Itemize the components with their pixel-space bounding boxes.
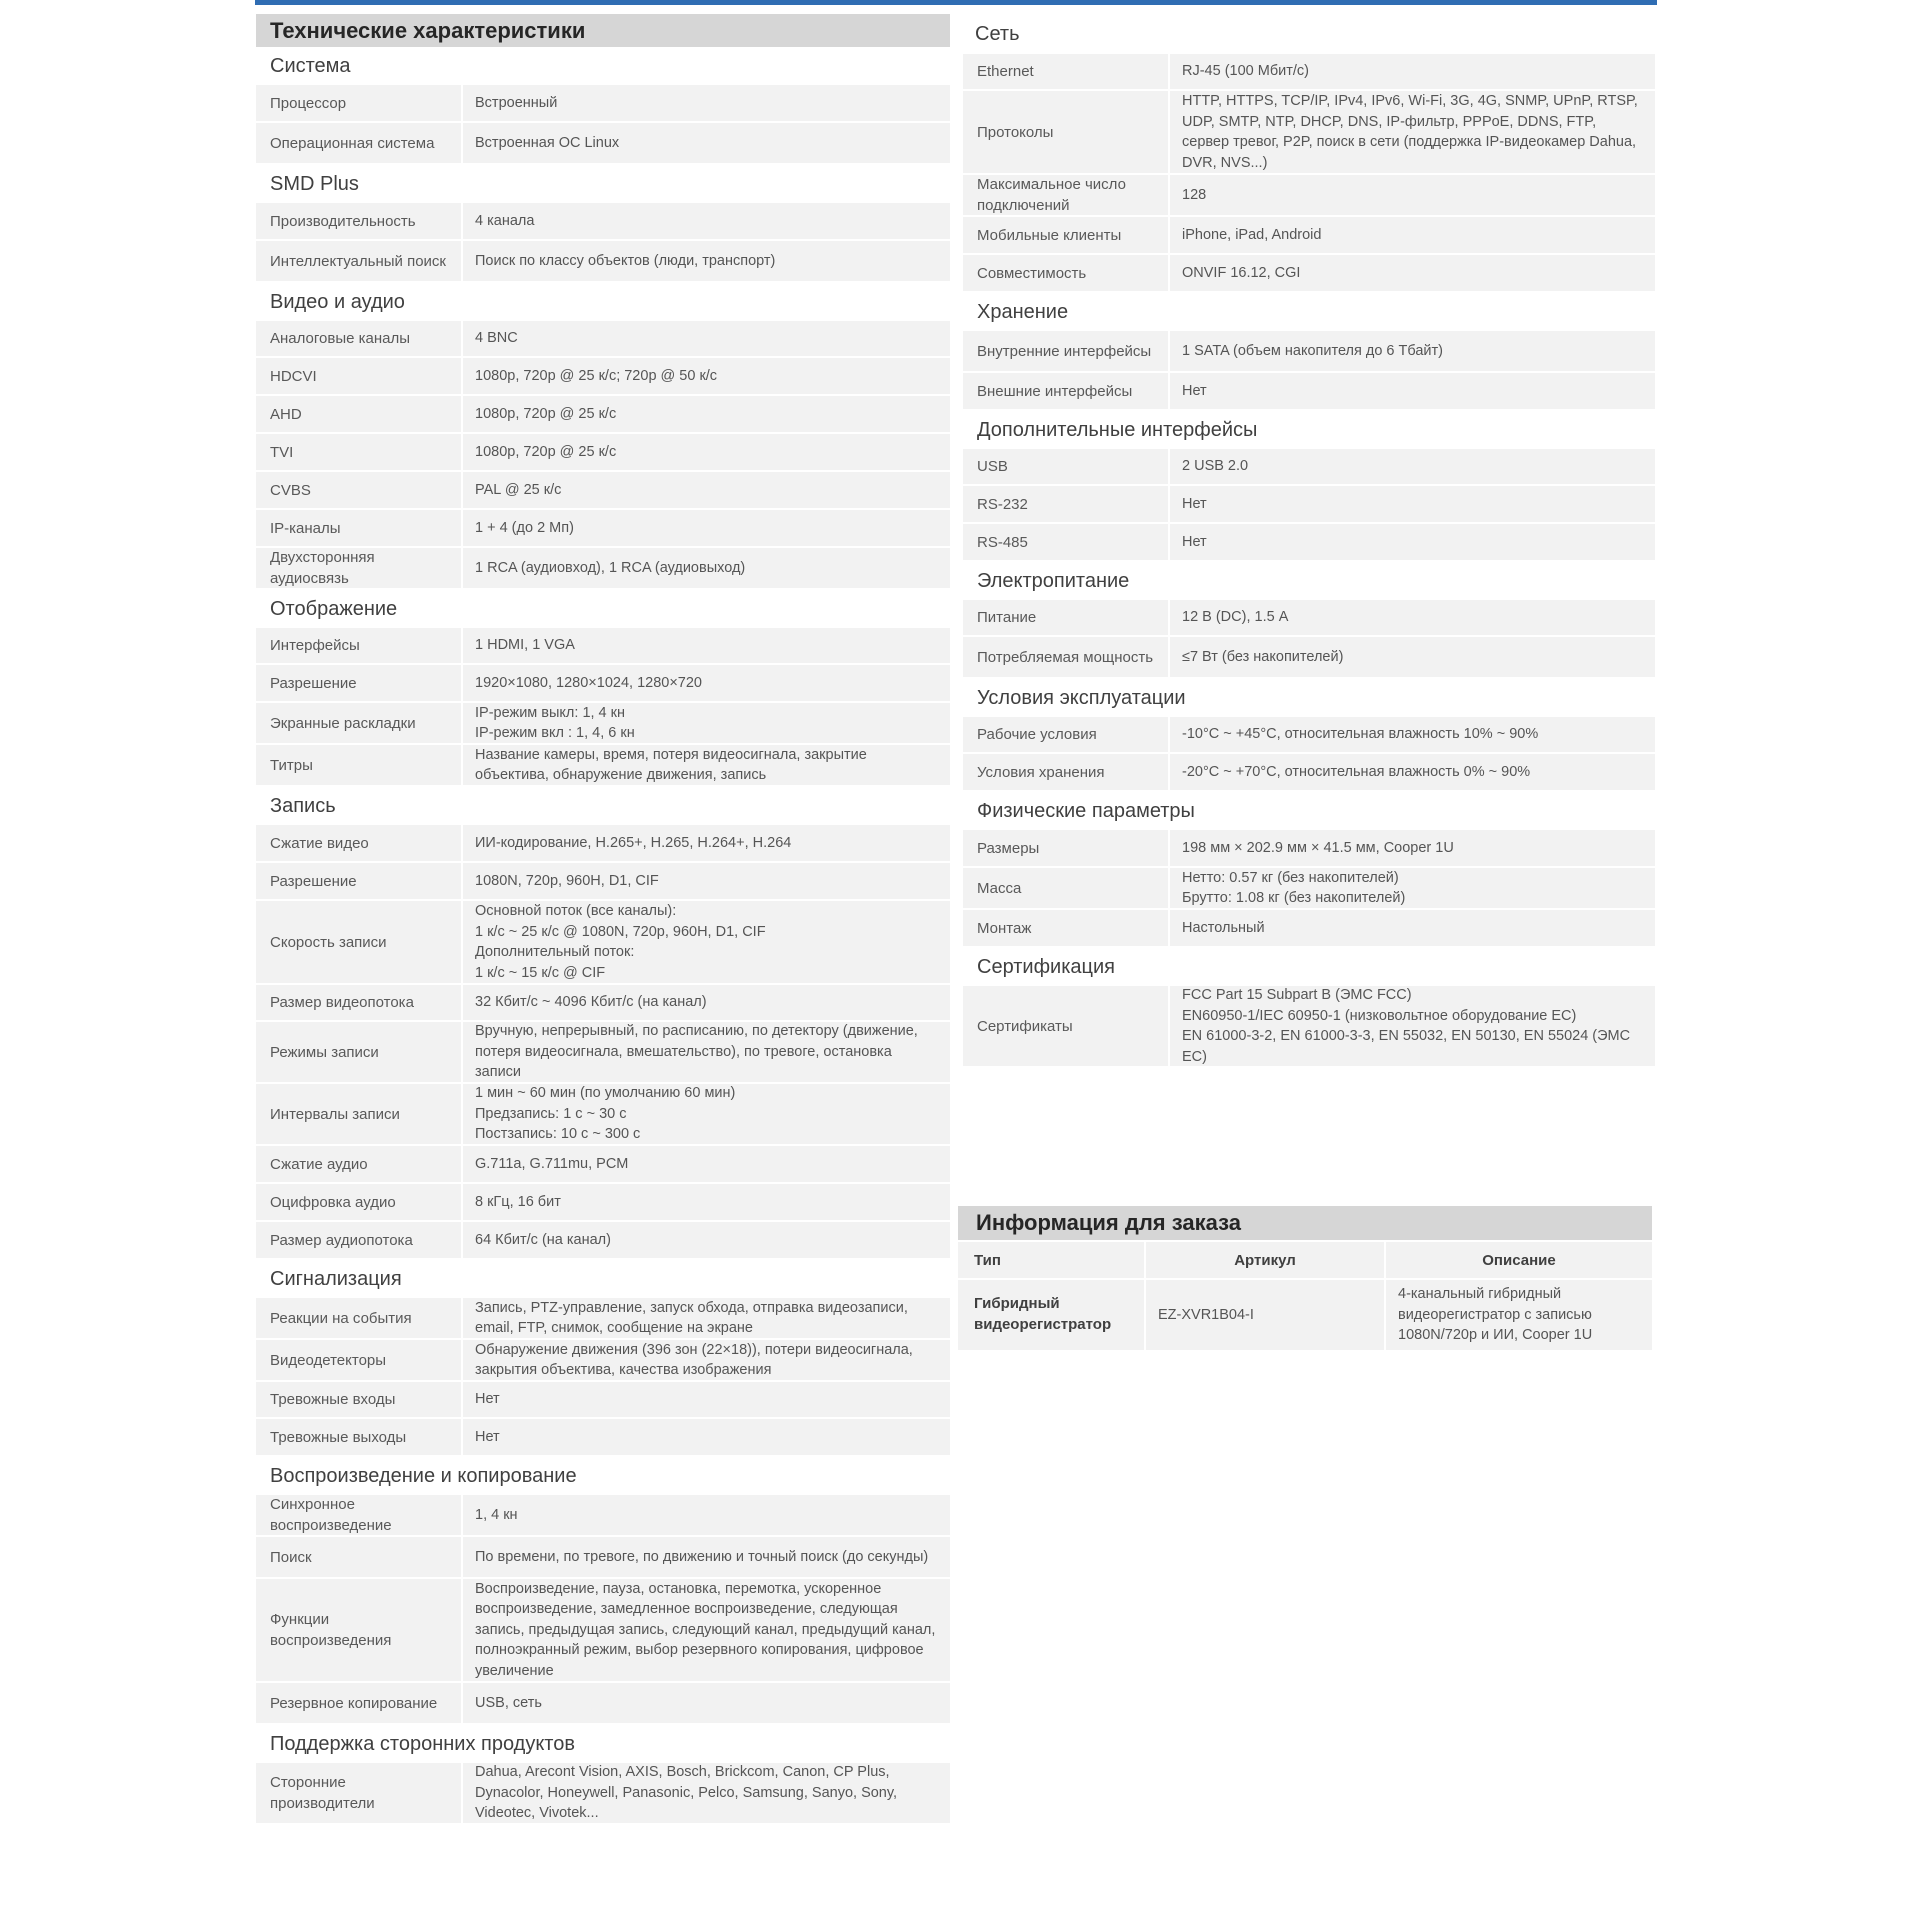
spec-label: Ethernet xyxy=(963,54,1168,89)
section-title: Электропитание xyxy=(977,570,1130,592)
spec-value: 32 Кбит/с ~ 4096 Кбит/с (на канал) xyxy=(463,985,950,1020)
spec-row xyxy=(256,863,950,899)
spec-value: 4 BNC xyxy=(463,321,950,356)
spec-row xyxy=(963,91,1655,173)
spec-label: Видеодетекторы xyxy=(256,1340,461,1380)
spec-row xyxy=(256,123,950,163)
section-title: Сертификация xyxy=(977,956,1115,978)
spec-label: Питание xyxy=(963,600,1168,635)
spec-label: Масса xyxy=(963,868,1168,908)
spec-row xyxy=(256,745,950,785)
spec-label: Протоколы xyxy=(963,91,1168,173)
spec-value: IP-режим выкл: 1, 4 кн IP-режим вкл : 1, 4, 6 кн xyxy=(463,703,950,743)
spec-label: Титры xyxy=(256,745,461,785)
spec-row xyxy=(963,986,1655,1066)
spec-row xyxy=(256,1146,950,1182)
spec-row xyxy=(256,548,950,588)
spec-label: Тревожные входы xyxy=(256,1382,461,1417)
spec-label: Резервное копирование xyxy=(256,1683,461,1723)
spec-row xyxy=(256,665,950,701)
spec-row xyxy=(963,754,1655,790)
spec-row xyxy=(256,241,950,281)
order-desc: 4-канальный гибридный видеорегистратор с записью 1080N/720p и ИИ, Cooper 1U xyxy=(1386,1280,1652,1350)
spec-label: Интервалы записи xyxy=(256,1084,461,1144)
order-type: Гибридный видеорегистратор xyxy=(958,1280,1144,1350)
section-title: Сигнализация xyxy=(270,1268,402,1290)
specs-left-column xyxy=(256,14,950,1825)
spec-value: По времени, по тревоге, по движению и точный поиск (до секунды) xyxy=(463,1537,950,1577)
spec-value: 1 HDMI, 1 VGA xyxy=(463,628,950,663)
spec-row xyxy=(256,825,950,861)
spec-label: IP-каналы xyxy=(256,510,461,546)
spec-label: Сторонние производители xyxy=(256,1763,461,1823)
order-header-type: Тип xyxy=(958,1242,1144,1278)
left-sections xyxy=(256,47,950,1823)
spec-row xyxy=(963,255,1655,291)
spec-row xyxy=(256,434,950,470)
spec-value: Нет xyxy=(1170,486,1655,522)
spec-value: G.711a, G.711mu, PCM xyxy=(463,1146,950,1182)
spec-value: Вручную, непрерывный, по расписанию, по детектору (движение, потеря видеосигнала, вмешательство), по тревоге, остановка записи xyxy=(463,1022,950,1082)
section-title: Дополнительные интерфейсы xyxy=(977,419,1258,441)
spec-label: Потребляемая мощность xyxy=(963,637,1168,677)
order-title: Информация для заказа xyxy=(958,1206,1652,1240)
spec-value: Название камеры, время, потеря видеосигнала, закрытие объектива, обнаружение движения, запись xyxy=(463,745,950,785)
order-info xyxy=(958,1206,1652,1350)
spec-value: 1, 4 кн xyxy=(463,1495,950,1535)
spec-row xyxy=(256,358,950,394)
right-sections xyxy=(963,14,1655,1066)
spec-row xyxy=(963,910,1655,946)
spec-label: Интерфейсы xyxy=(256,628,461,663)
spec-value: Поиск по классу объектов (люди, транспорт) xyxy=(463,241,950,281)
spec-label: Синхронное воспроизведение xyxy=(256,1495,461,1535)
spec-row xyxy=(256,1184,950,1220)
spec-label: RS-232 xyxy=(963,486,1168,522)
spec-row xyxy=(256,1022,950,1082)
spec-label: Аналоговые каналы xyxy=(256,321,461,356)
spec-value: Встроенная ОС Linux xyxy=(463,123,950,163)
spec-label: Оцифровка аудио xyxy=(256,1184,461,1220)
spec-label: USB xyxy=(963,449,1168,484)
spec-value: ИИ-кодирование, H.265+, H.265, H.264+, H.264 xyxy=(463,825,950,861)
spec-label: Операционная система xyxy=(256,123,461,163)
spec-value: 128 xyxy=(1170,175,1655,215)
spec-row xyxy=(256,628,950,663)
spec-row xyxy=(256,472,950,508)
spec-label: Условия хранения xyxy=(963,754,1168,790)
spec-row xyxy=(963,449,1655,484)
spec-label: Разрешение xyxy=(256,665,461,701)
spec-row xyxy=(256,510,950,546)
spec-value: -20°C ~ +70°C, относительная влажность 0% ~ 90% xyxy=(1170,754,1655,790)
spec-label: Внутренние интерфейсы xyxy=(963,331,1168,371)
spec-label: AHD xyxy=(256,396,461,432)
spec-value: 2 USB 2.0 xyxy=(1170,449,1655,484)
spec-value: USB, сеть xyxy=(463,1683,950,1723)
spec-row xyxy=(256,1763,950,1823)
spec-value: Основной поток (все каналы): 1 к/с ~ 25 к/с @ 1080N, 720p, 960H, D1, CIF Дополнительный поток: 1 к/с ~ 15 к/с @ CIF xyxy=(463,901,950,983)
spec-value: iPhone, iPad, Android xyxy=(1170,217,1655,253)
spec-value: HTTP, HTTPS, TCP/IP, IPv4, IPv6, Wi-Fi, 3G, 4G, SNMP, UPnP, RTSP, UDP, SMTP, NTP, DHCP, DNS, IP-фильтр, PPPoE, DDNS, FTP, сервер тревог, P2P, поиск в сети (поддержка IP-видеокамер Dahua, DVR, NVS...) xyxy=(1170,91,1655,173)
spec-label: Скорость записи xyxy=(256,901,461,983)
spec-row xyxy=(963,217,1655,253)
spec-row xyxy=(256,1340,950,1380)
section-title: Запись xyxy=(270,795,336,817)
section-title: Сеть xyxy=(975,23,1020,45)
spec-label: Сжатие видео xyxy=(256,825,461,861)
spec-value: 4 канала xyxy=(463,203,950,239)
spec-label: Двухсторонняя аудиосвязь xyxy=(256,548,461,588)
spec-row xyxy=(963,373,1655,409)
spec-value: 1920×1080, 1280×1024, 1280×720 xyxy=(463,665,950,701)
spec-value: 1 RCA (аудиовход), 1 RCA (аудиовыход) xyxy=(463,548,950,588)
spec-row xyxy=(256,203,950,239)
section-title: Видео и аудио xyxy=(270,291,405,313)
order-header-sku: Артикул xyxy=(1146,1242,1384,1278)
spec-label: Процессор xyxy=(256,85,461,121)
spec-row xyxy=(256,985,950,1020)
spec-row xyxy=(256,1683,950,1723)
spec-label: Внешние интерфейсы xyxy=(963,373,1168,409)
section-title: Условия эксплуатации xyxy=(977,687,1186,709)
spec-row xyxy=(963,175,1655,215)
spec-value: 198 мм × 202.9 мм × 41.5 мм, Cooper 1U xyxy=(1170,830,1655,866)
spec-label: Тревожные выходы xyxy=(256,1419,461,1455)
spec-value: 1 SATA (объем накопителя до 6 Тбайт) xyxy=(1170,331,1655,371)
spec-label: Размер аудиопотока xyxy=(256,1222,461,1258)
specs-title: Технические характеристики xyxy=(256,14,950,47)
spec-label: HDCVI xyxy=(256,358,461,394)
spec-row xyxy=(963,524,1655,560)
spec-label: Производительность xyxy=(256,203,461,239)
spec-row xyxy=(963,54,1655,89)
spec-value: 8 кГц, 16 бит xyxy=(463,1184,950,1220)
order-sku: EZ-XVR1B04-I xyxy=(1146,1280,1384,1350)
spec-value: Нет xyxy=(1170,524,1655,560)
spec-label: CVBS xyxy=(256,472,461,508)
section-title: Поддержка сторонних продуктов xyxy=(270,1733,575,1755)
spec-value: 64 Кбит/с (на канал) xyxy=(463,1222,950,1258)
section-title: Система xyxy=(270,55,351,77)
section-title: Физические параметры xyxy=(977,800,1195,822)
spec-row xyxy=(256,1222,950,1258)
spec-row xyxy=(256,396,950,432)
spec-row xyxy=(256,1084,950,1144)
specs-right-column xyxy=(963,14,1655,1068)
spec-row xyxy=(963,331,1655,371)
spec-row xyxy=(963,830,1655,866)
spec-value: FCC Part 15 Subpart B (ЭМС FCC) EN60950-1/IEC 60950-1 (низковольтное оборудование ЕС) EN 61000-3-2, EN 61000-3-3, EN 55032, EN 50130, EN 55024 (ЭМС ЕС) xyxy=(1170,986,1655,1066)
spec-label: Сертификаты xyxy=(963,986,1168,1066)
section-title: Отображение xyxy=(270,598,398,620)
order-header-desc: Описание xyxy=(1386,1242,1652,1278)
spec-label: Монтаж xyxy=(963,910,1168,946)
spec-row xyxy=(256,901,950,983)
spec-label: RS-485 xyxy=(963,524,1168,560)
spec-label: Сжатие аудио xyxy=(256,1146,461,1182)
top-accent-bar xyxy=(255,0,1657,5)
spec-row xyxy=(256,1579,950,1681)
spec-value: 1080p, 720p @ 25 к/с; 720p @ 50 к/с xyxy=(463,358,950,394)
section-title: Хранение xyxy=(977,301,1069,323)
spec-row xyxy=(256,1382,950,1417)
spec-label: Мобильные клиенты xyxy=(963,217,1168,253)
spec-value: 12 В (DC), 1.5 A xyxy=(1170,600,1655,635)
spec-label: Размер видеопотока xyxy=(256,985,461,1020)
spec-row xyxy=(256,1495,950,1535)
spec-value: ≤7 Вт (без накопителей) xyxy=(1170,637,1655,677)
spec-row xyxy=(256,1419,950,1455)
spec-value: Dahua, Arecont Vision, AXIS, Bosch, Brickcom, Canon, CP Plus, Dynacolor, Honeywell, Panasonic, Pelco, Samsung, Sanyo, Sony, Videotec, Vivotek... xyxy=(463,1763,950,1823)
spec-label: Экранные раскладки xyxy=(256,703,461,743)
spec-value: Обнаружение движения (396 зон (22×18)), потери видеосигнала, закрытия объектива, качества изображения xyxy=(463,1340,950,1380)
spec-row xyxy=(256,321,950,356)
spec-label: Максимальное число подключений xyxy=(963,175,1168,215)
spec-label: Реакции на события xyxy=(256,1298,461,1338)
spec-label: TVI xyxy=(256,434,461,470)
spec-value: Нет xyxy=(463,1382,950,1417)
spec-value: 1080p, 720p @ 25 к/с xyxy=(463,396,950,432)
spec-label: Совместимость xyxy=(963,255,1168,291)
spec-row xyxy=(256,1298,950,1338)
spec-row xyxy=(256,1537,950,1577)
spec-value: RJ-45 (100 Мбит/с) xyxy=(1170,54,1655,89)
spec-row xyxy=(963,486,1655,522)
spec-value: Нет xyxy=(463,1419,950,1455)
spec-value: 1080N, 720p, 960H, D1, CIF xyxy=(463,863,950,899)
spec-value: Запись, PTZ-управление, запуск обхода, отправка видеозаписи, email, FTP, снимок, сообщение на экране xyxy=(463,1298,950,1338)
spec-row xyxy=(963,600,1655,635)
spec-value: Настольный xyxy=(1170,910,1655,946)
section-title: SMD Plus xyxy=(270,173,359,195)
order-table xyxy=(958,1242,1652,1350)
spec-value: Встроенный xyxy=(463,85,950,121)
spec-value: Воспроизведение, пауза, остановка, перемотка, ускоренное воспроизведение, замедленное воспроизведение, следующая запись, предыдущая запись, следующий канал, предыдущий канал, полноэкранный режим, выбор резервного копирования, цифровое увеличение xyxy=(463,1579,950,1681)
spec-row xyxy=(963,868,1655,908)
spec-label: Рабочие условия xyxy=(963,717,1168,752)
spec-row xyxy=(963,637,1655,677)
spec-value: 1 + 4 (до 2 Мп) xyxy=(463,510,950,546)
spec-value: ONVIF 16.12, CGI xyxy=(1170,255,1655,291)
spec-label: Размеры xyxy=(963,830,1168,866)
spec-label: Функции воспроизведения xyxy=(256,1579,461,1681)
spec-label: Разрешение xyxy=(256,863,461,899)
spec-value: -10°C ~ +45°C, относительная влажность 10% ~ 90% xyxy=(1170,717,1655,752)
spec-label: Режимы записи xyxy=(256,1022,461,1082)
spec-label: Поиск xyxy=(256,1537,461,1577)
spec-value: 1080p, 720p @ 25 к/с xyxy=(463,434,950,470)
spec-row xyxy=(963,717,1655,752)
spec-label: Интеллектуальный поиск xyxy=(256,241,461,281)
spec-row xyxy=(256,703,950,743)
spec-value: Нет xyxy=(1170,373,1655,409)
spec-row xyxy=(256,85,950,121)
section-title: Воспроизведение и копирование xyxy=(270,1465,577,1487)
spec-value: PAL @ 25 к/с xyxy=(463,472,950,508)
spec-value: 1 мин ~ 60 мин (по умолчанию 60 мин) Предзапись: 1 с ~ 30 с Постзапись: 10 с ~ 300 с xyxy=(463,1084,950,1144)
spec-value: Нетто: 0.57 кг (без накопителей) Брутто: 1.08 кг (без накопителей) xyxy=(1170,868,1655,908)
